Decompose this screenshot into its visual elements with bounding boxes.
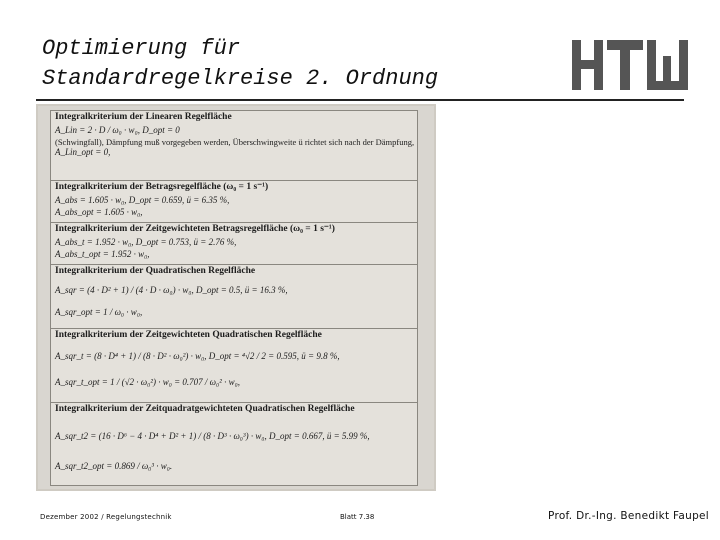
slide-title [42, 34, 438, 94]
footer-date-course: Dezember 2002 / Regelungstechnik [40, 513, 172, 521]
section-heading: Integralkriterium der Linearen Regelfläche [55, 112, 232, 122]
formula-opt: A_Lin_opt = 0, [55, 147, 111, 157]
htw-logo [572, 40, 690, 90]
formula: A_abs_t = 1.952 · w₀, D_opt = 0.753, ü = 2.76 %, [55, 237, 237, 247]
formula-opt: A_abs_t_opt = 1.952 · w₀, [55, 249, 150, 259]
formula: A_abs = 1.605 · w₀, D_opt = 0.659, ü = 6.35 %, [55, 195, 230, 205]
section-abs [51, 181, 417, 223]
footer-page-number: Blatt 7.38 [340, 513, 375, 521]
formula: A_Lin = 2 · D / ω₀ · w₀, D_opt = 0 [55, 125, 180, 135]
section-abs-time [51, 223, 417, 265]
formula-opt: A_sqr_opt = 1 / ω₀ · w₀, [55, 307, 143, 317]
formula: A_sqr_t = (8 · D⁴ + 1) / (8 · D² · ω₀²) · w₀, D_opt = ⁴√2 / 2 = 0.595, ü = 9.8 %, [55, 351, 340, 361]
section-heading: Integralkriterium der Zeitgewichteten Quadratischen Regelfläche [55, 330, 322, 340]
section-heading: Integralkriterium der Quadratischen Regelfläche [55, 266, 256, 276]
formula: A_sqr_t2 = (16 · D⁶ − 4 · D⁴ + D² + 1) / (8 · D³ · ω₀³) · w₀, D_opt = 0.667, ü = 5.99 %, [55, 431, 370, 441]
section-heading: Integralkriterium der Betragsregelfläche (ω₀ = 1 s⁻¹) [55, 182, 269, 192]
slide-title-line-2: Standardregelkreise 2. Ordnung [42, 66, 439, 91]
criteria-table [50, 110, 418, 486]
slide-title-line-1: Optimierung für [42, 36, 241, 61]
section-heading: Integralkriterium der Zeitquadratgewichteten Quadratischen Regelfläche [55, 404, 355, 414]
formula-opt: A_abs_opt = 1.605 · w₀, [55, 207, 143, 217]
section-square-time [51, 329, 417, 403]
section-heading: Integralkriterium der Zeitgewichteten Betragsregelfläche (ω₀ = 1 s⁻¹) [55, 224, 335, 234]
formula-opt: A_sqr_t2_opt = 0.869 / ω₀³ · w₀. [55, 461, 173, 471]
title-divider [36, 99, 684, 101]
scanned-table-image [36, 104, 436, 491]
formula: A_sqr = (4 · D² + 1) / (4 · D · ω₀) · w₀, D_opt = 0.5, ü = 16.3 %, [55, 285, 288, 295]
section-note: (Schwingfall), Dämpfung muß vorgegeben werden, Überschwingweite ü richtet sich nach der Dämpfung, [55, 137, 415, 147]
footer-author: Prof. Dr.-Ing. Benedikt Faupel [548, 510, 710, 522]
section-linear [51, 111, 417, 181]
section-square [51, 265, 417, 329]
formula-opt: A_sqr_t_opt = 1 / (√2 · ω₀²) · w₀ = 0.707 / ω₀² · w₀, [55, 377, 240, 387]
section-square-time2 [51, 403, 417, 483]
